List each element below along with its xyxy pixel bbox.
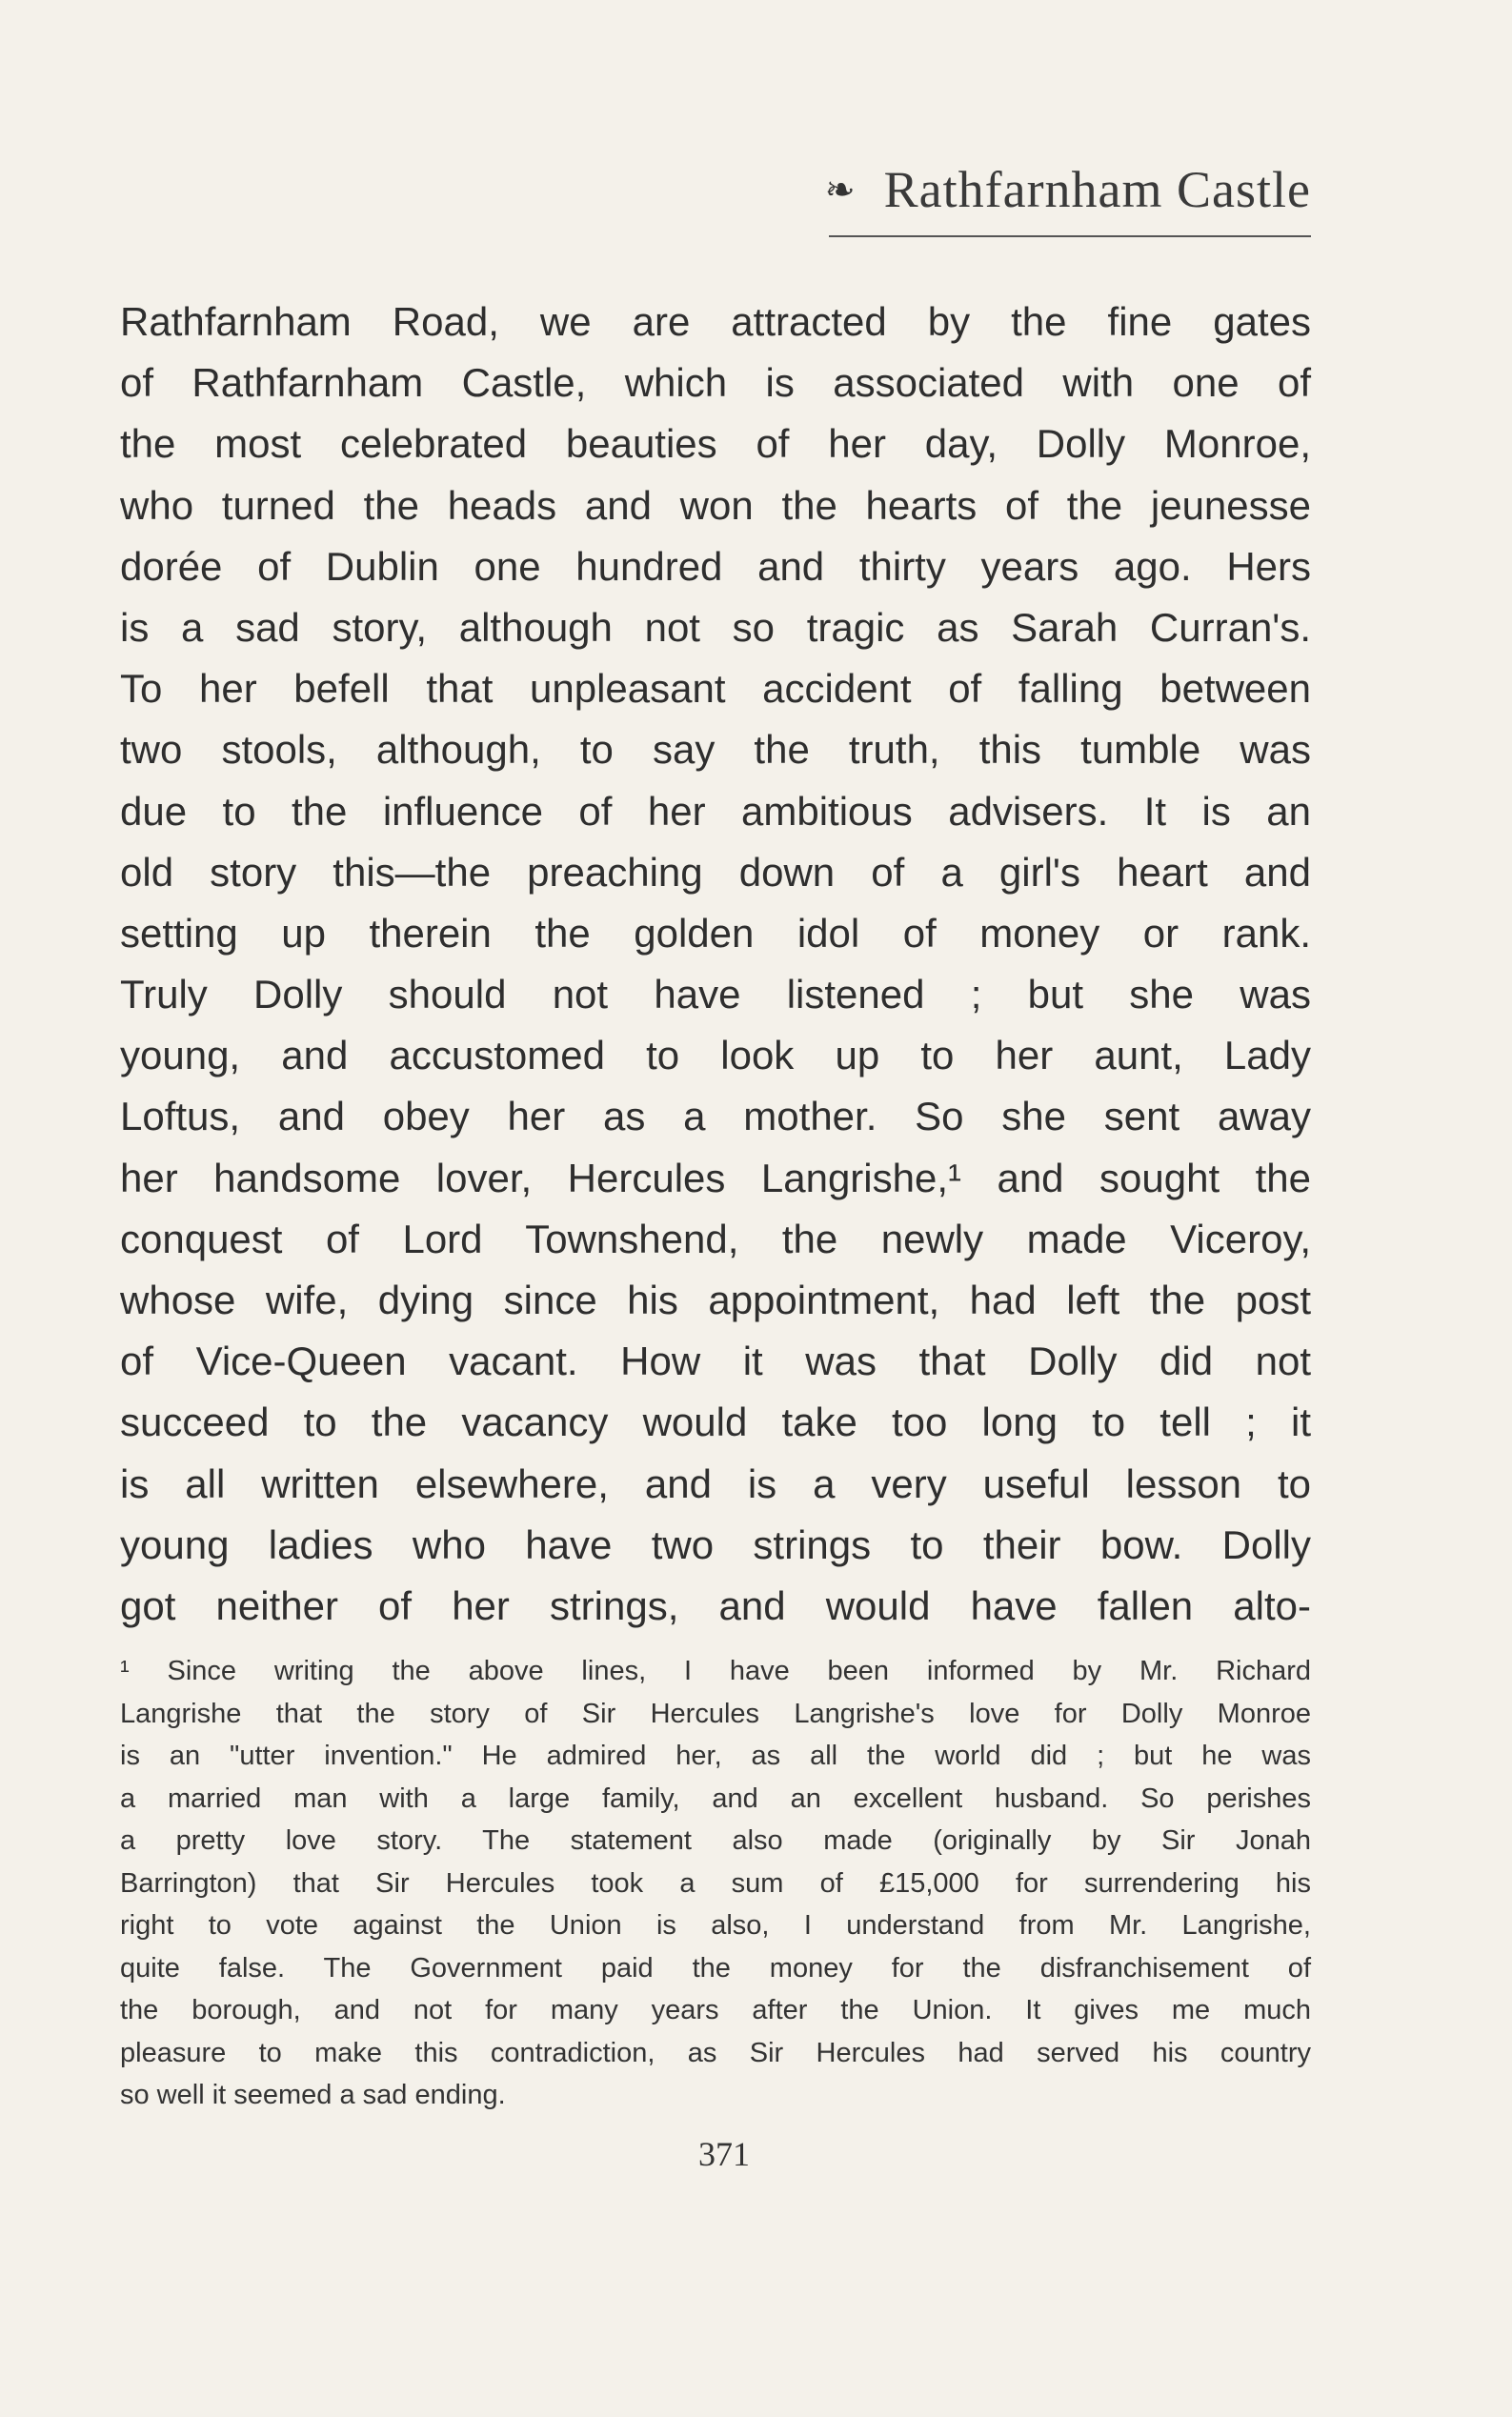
body-line: dorée of Dublin one hundred and thirty years ago. Hers xyxy=(120,543,1311,589)
footnote-line: a pretty love story. The statement also made (originally by Sir Jonah xyxy=(120,1825,1311,1856)
body-line: To her befell that unpleasant accident of falling between xyxy=(120,666,1311,712)
body-line: old story this—the preaching down of a girl's heart and xyxy=(120,849,1311,895)
body-line: young, and accustomed to look up to her aunt, Lady xyxy=(120,1033,1311,1078)
footnote-line: Barrington) that Sir Hercules took a sum of £15,000 for surrendering his xyxy=(120,1867,1311,1899)
footnote-line: is an "utter invention." He admired her, as all the world did ; but he was xyxy=(120,1741,1311,1771)
body-text xyxy=(120,292,1311,1637)
footnote-line: right to vote against the Union is also, I understand from Mr. Langrishe, xyxy=(120,1910,1311,1941)
body-line: who turned the heads and won the hearts of the jeunesse xyxy=(120,482,1311,528)
running-header xyxy=(705,160,1311,219)
body-line: is a sad story, although not so tragic as Sarah Curran's. xyxy=(120,604,1311,650)
body-line: of Vice-Queen vacant. How it was that Dolly did not xyxy=(120,1339,1311,1384)
footnote-line: pleasure to make this contradiction, as Sir Hercules had served his country xyxy=(120,2037,1311,2068)
footnote-line: the borough, and not for many years after the Union. It gives me much xyxy=(120,1995,1311,2025)
footnote xyxy=(120,1650,1311,2117)
fleuron-icon: ❧ xyxy=(824,170,856,211)
body-line: conquest of Lord Townshend, the newly made Viceroy, xyxy=(120,1216,1311,1261)
body-line: is all written elsewhere, and is a very useful lesson to xyxy=(120,1460,1311,1506)
running-title: Rathfarnham Castle xyxy=(883,161,1311,218)
body-line: due to the influence of her ambitious advisers. It is an xyxy=(120,788,1311,834)
body-line: Rathfarnham Road, we are attracted by the fine gates xyxy=(120,299,1311,344)
page-number: 371 xyxy=(698,2135,750,2173)
footnote-line: a married man with a large family, and an excellent husband. So perishes xyxy=(120,1783,1311,1814)
header-rule xyxy=(829,235,1311,237)
footnote-line: quite false. The Government paid the money for the disfranchisement of xyxy=(120,1952,1311,1984)
body-line: Truly Dolly should not have listened ; but she was xyxy=(120,972,1311,1017)
body-line: whose wife, dying since his appointment, had left the post xyxy=(120,1278,1311,1322)
body-line: her handsome lover, Hercules Langrishe,¹ and sought the xyxy=(120,1155,1311,1200)
body-line: young ladies who have two strings to their bow. Dolly xyxy=(120,1521,1311,1567)
footnote-line: Langrishe that the story of Sir Hercules Langrishe's love for Dolly Monroe xyxy=(120,1698,1311,1729)
body-line: of Rathfarnham Castle, which is associated with one of xyxy=(120,360,1311,406)
body-line: setting up therein the golden idol of money or rank. xyxy=(120,910,1311,956)
body-line: succeed to the vacancy would take too long to tell ; it xyxy=(120,1400,1311,1445)
body-line: two stools, although, to say the truth, this tumble was xyxy=(120,727,1311,773)
footnote-line: so well it seemed a sad ending. xyxy=(120,2080,506,2110)
body-line: the most celebrated beauties of her day, Dolly Monroe, xyxy=(120,421,1311,467)
footnote-line: ¹ Since writing the above lines, I have been informed by Mr. Richard xyxy=(120,1656,1311,1686)
body-line: Loftus, and obey her as a mother. So she sent away xyxy=(120,1094,1311,1139)
body-line: got neither of her strings, and would have fallen alto- xyxy=(120,1582,1311,1628)
